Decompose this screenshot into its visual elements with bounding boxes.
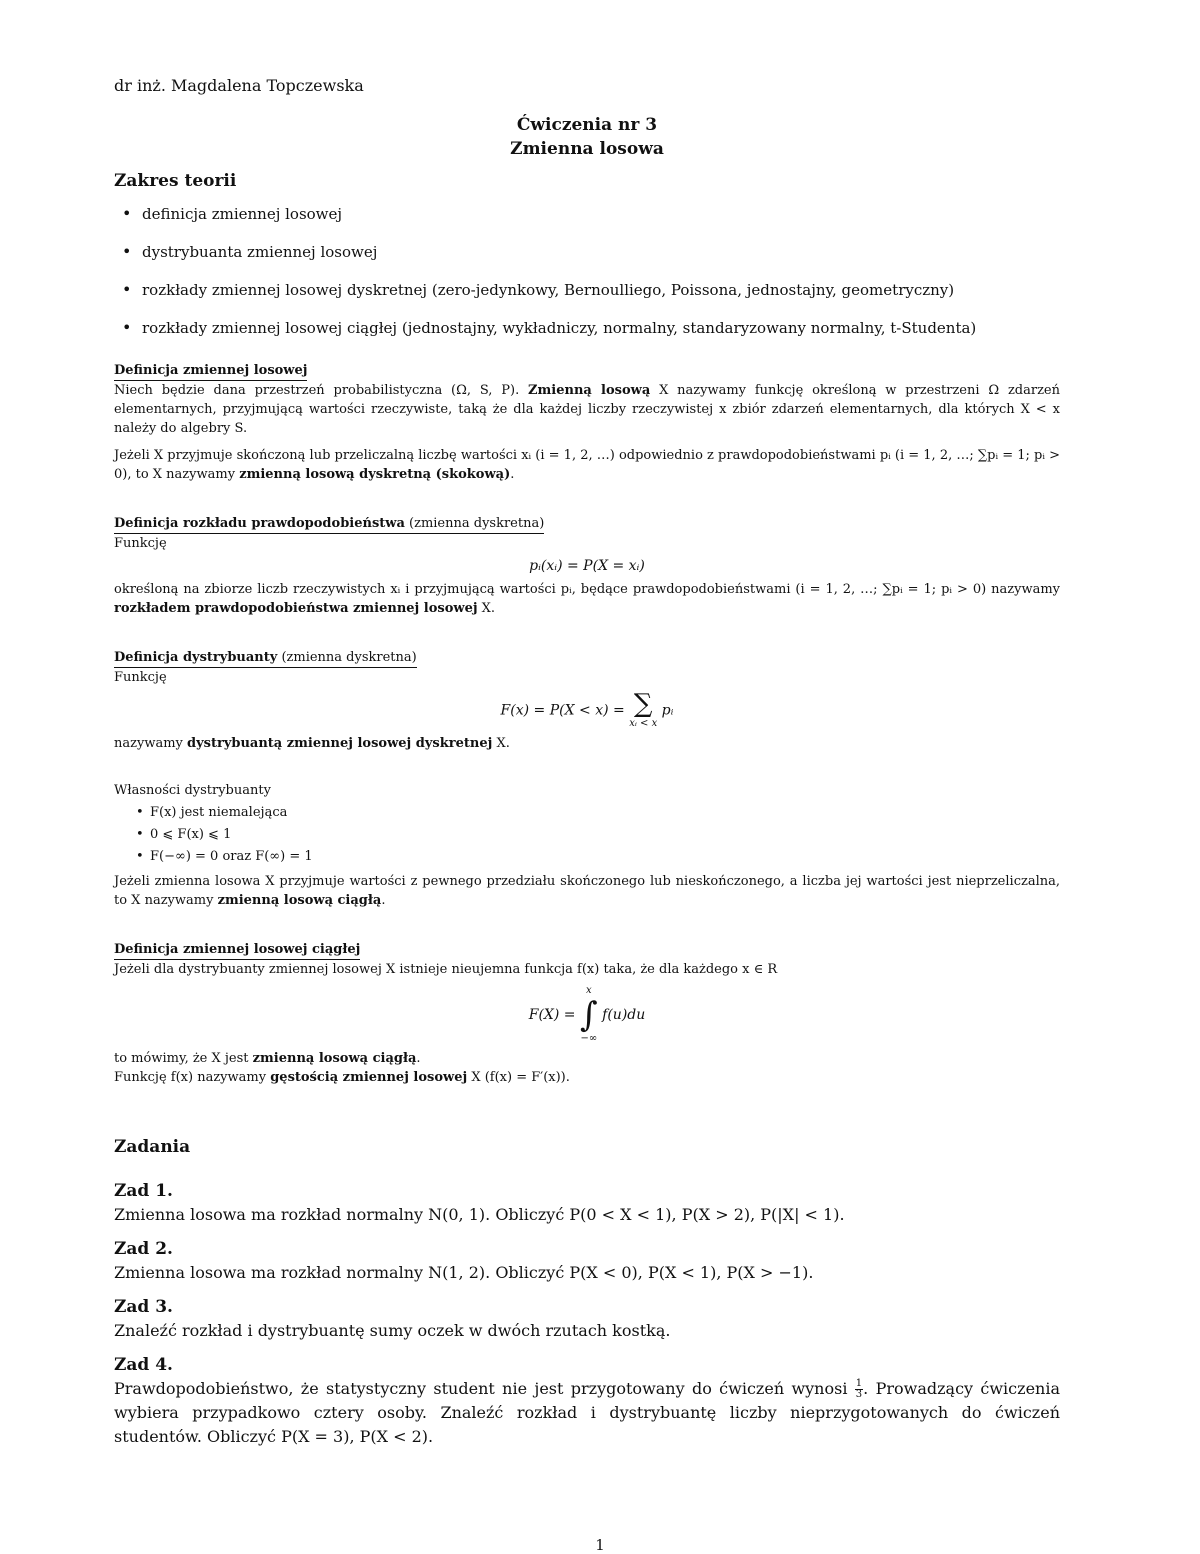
text-run: Jeżeli zmienna losowa X przyjmuje wartości z pewnego przedziału skończonego lub nieskończonego, a liczba jej wartości jest nieprzeliczalna, to X nazywamy <box>114 874 1060 908</box>
text-run: to mówimy, że X jest <box>114 1051 253 1066</box>
text-run: Funkcję f(x) nazywamy <box>114 1070 271 1085</box>
text-run: nazywamy <box>114 736 187 751</box>
equation-left: F(x) = P(X < x) = <box>500 702 630 719</box>
task-2 <box>114 1237 1060 1285</box>
property-item: • F(x) jest niemalejąca <box>150 802 1060 824</box>
task-4 <box>114 1353 1060 1449</box>
text-run: Jeżeli X przyjmuje skończoną lub przeliczalną liczbę wartości xᵢ (i = 1, 2, …) odpowiednio z prawdopodobieństwami pᵢ (i = 1, 2, …; ∑pᵢ = 1; pᵢ > 0), to X nazywamy <box>114 448 1060 482</box>
bold-term: Zmienną losową <box>528 383 651 398</box>
definition-heading-text: Definicja zmiennej losowej ciągłej <box>114 942 361 957</box>
theory-item: • dystrybuanta zmiennej losowej <box>142 241 1060 263</box>
density-equation <box>114 985 1060 1045</box>
task-1 <box>114 1179 1060 1227</box>
sum-symbol: ∑ <box>633 689 653 719</box>
definition-heading <box>114 940 360 960</box>
definition-paragraph <box>114 1049 1060 1068</box>
text-run: . <box>416 1051 421 1066</box>
distribution-equation: pᵢ(xᵢ) = P(X = xᵢ) <box>529 558 645 574</box>
definition-continuous <box>114 940 1060 1087</box>
definition-paragraph <box>114 580 1060 618</box>
fraction-numerator: 1 <box>855 1378 863 1389</box>
topic-title: Zmienna losowa <box>510 139 664 159</box>
text-run: . <box>381 893 386 908</box>
integral-lower-limit: −∞ <box>580 1033 598 1044</box>
cdf-equation <box>114 691 1060 730</box>
task-title: Zad 4. <box>114 1355 173 1375</box>
definition-intro: Funkcję <box>114 536 167 551</box>
text-run: . Prowadzący ćwiczenia wybiera przypadkowo cztery osoby. Znaleźć rozkład i dystrybuantę liczby nieprzygotowanych do ćwiczeń studentów. Obliczyć P(X = 3), P(X < 2). <box>114 1379 1060 1446</box>
author: dr inż. Magdalena Topczewska <box>114 76 364 95</box>
task-title: Zad 1. <box>114 1181 173 1201</box>
definition-heading <box>114 648 417 668</box>
fraction-denominator: 3 <box>855 1389 863 1400</box>
definition-heading <box>114 514 544 534</box>
theory-item: • rozkłady zmiennej losowej dyskretnej (zero-jedynkowy, Bernoulliego, Poissona, jednostajny, geometryczny) <box>142 279 1060 301</box>
theory-item: • rozkłady zmiennej losowej ciągłej (jednostajny, wykładniczy, normalny, standaryzowany normalny, t-Studenta) <box>142 317 1060 339</box>
integral-symbol: ∫ <box>579 995 598 1035</box>
task-text: Zmienna losowa ma rozkład normalny N(0, 1). Obliczyć P(0 < X < 1), P(X > 2), P(|X| < 1). <box>114 1205 845 1224</box>
title-block <box>114 113 1060 161</box>
bold-term: zmienną losową ciągłą <box>252 1051 417 1066</box>
bold-term: gęstością zmiennej losowej <box>270 1070 468 1085</box>
theory-item: • definicja zmiennej losowej <box>142 203 1060 225</box>
definition-paragraph <box>114 381 1060 438</box>
sum-subscript: xᵢ < x <box>629 718 658 729</box>
text-run: określoną na zbiorze liczb rzeczywistych xᵢ i przyjmującą wartości pᵢ, będące prawdopodobieństwami (i = 1, 2, …; ∑pᵢ = 1; pᵢ > 0) nazywamy <box>114 582 1060 597</box>
text-run: Niech będzie dana przestrzeń probabilistyczna (Ω, S, P). <box>114 383 529 398</box>
integral-operator <box>580 985 598 1045</box>
definition-intro: Funkcję <box>114 670 167 685</box>
definition-heading-note: (zmienna dyskretna) <box>404 516 545 531</box>
definition-paragraph <box>114 734 1060 753</box>
property-item: • F(−∞) = 0 oraz F(∞) = 1 <box>150 846 1060 868</box>
theory-heading: Zakres teorii <box>114 171 237 191</box>
bold-term: zmienną losową ciągłą <box>217 893 382 908</box>
definition-cdf <box>114 648 1060 753</box>
definition-heading-text: Definicja dystrybuanty <box>114 650 278 665</box>
bold-term: rozkładem prawdopodobieństwa zmiennej losowej <box>114 601 478 616</box>
text-run: X. <box>477 601 496 616</box>
properties-heading: Własności dystrybuanty <box>114 783 271 798</box>
definition-heading <box>114 361 307 381</box>
task-title: Zad 3. <box>114 1297 173 1317</box>
definition-distribution <box>114 514 1060 618</box>
text-run: X nazywamy funkcję określoną w przestrzeni Ω zdarzeń elementarnych, przyjmującą wartości rzeczywiste, taką że dla każdej liczby rzeczywistej x zbiór zdarzeń elementarnych, dla których X < x należy do algebry S. <box>114 383 1060 436</box>
task-3 <box>114 1295 1060 1343</box>
bold-term: dystrybuantą zmiennej losowej dyskretnej <box>187 736 493 751</box>
page-number: 1 <box>595 1536 605 1554</box>
bold-term: zmienną losową dyskretną (skokową) <box>239 467 511 482</box>
sum-operator <box>629 691 657 730</box>
definition-paragraph <box>114 446 1060 484</box>
definition-heading-text: Definicja zmiennej losowej <box>114 363 308 378</box>
definition-heading-text: Definicja rozkładu prawdopodobieństwa <box>114 516 405 531</box>
cdf-properties <box>114 781 1060 910</box>
integral-upper-limit: x <box>586 985 592 996</box>
equation-left: F(X) = <box>528 1007 580 1023</box>
exercise-title: Ćwiczenia nr 3 <box>516 115 658 135</box>
continuous-paragraph <box>114 872 1060 910</box>
task-title: Zad 2. <box>114 1239 173 1259</box>
task-text: Zmienna losowa ma rozkład normalny N(1, 2). Obliczyć P(X < 0), P(X < 1), P(X > −1). <box>114 1263 814 1282</box>
task-text <box>114 1377 1060 1449</box>
text-run: X. <box>492 736 510 751</box>
definition-heading-note: (zmienna dyskretna) <box>277 650 417 665</box>
equation-right: pᵢ <box>661 702 674 719</box>
document-page <box>114 76 1060 1459</box>
definition-random-variable <box>114 361 1060 484</box>
text-run: X (f(x) = F′(x)). <box>467 1070 570 1085</box>
text-run: Prawdopodobieństwo, że statystyczny student nie jest przygotowany do ćwiczeń wynosi <box>114 1379 855 1398</box>
property-item: • 0 ⩽ F(x) ⩽ 1 <box>150 824 1060 846</box>
tasks-heading: Zadania <box>114 1137 191 1157</box>
fraction <box>855 1379 863 1400</box>
properties-list <box>114 802 1060 868</box>
definition-intro: Jeżeli dla dystrybuanty zmiennej losowej X istnieje nieujemna funkcja f(x) taka, że dla każdego x ∈ R <box>114 962 778 977</box>
task-text: Znaleźć rozkład i dystrybuantę sumy oczek w dwóch rzutach kostką. <box>114 1321 671 1340</box>
theory-list <box>114 203 1060 339</box>
text-run: . <box>510 467 515 482</box>
definition-paragraph <box>114 1068 1060 1087</box>
equation-right: f(u)du <box>602 1007 646 1023</box>
